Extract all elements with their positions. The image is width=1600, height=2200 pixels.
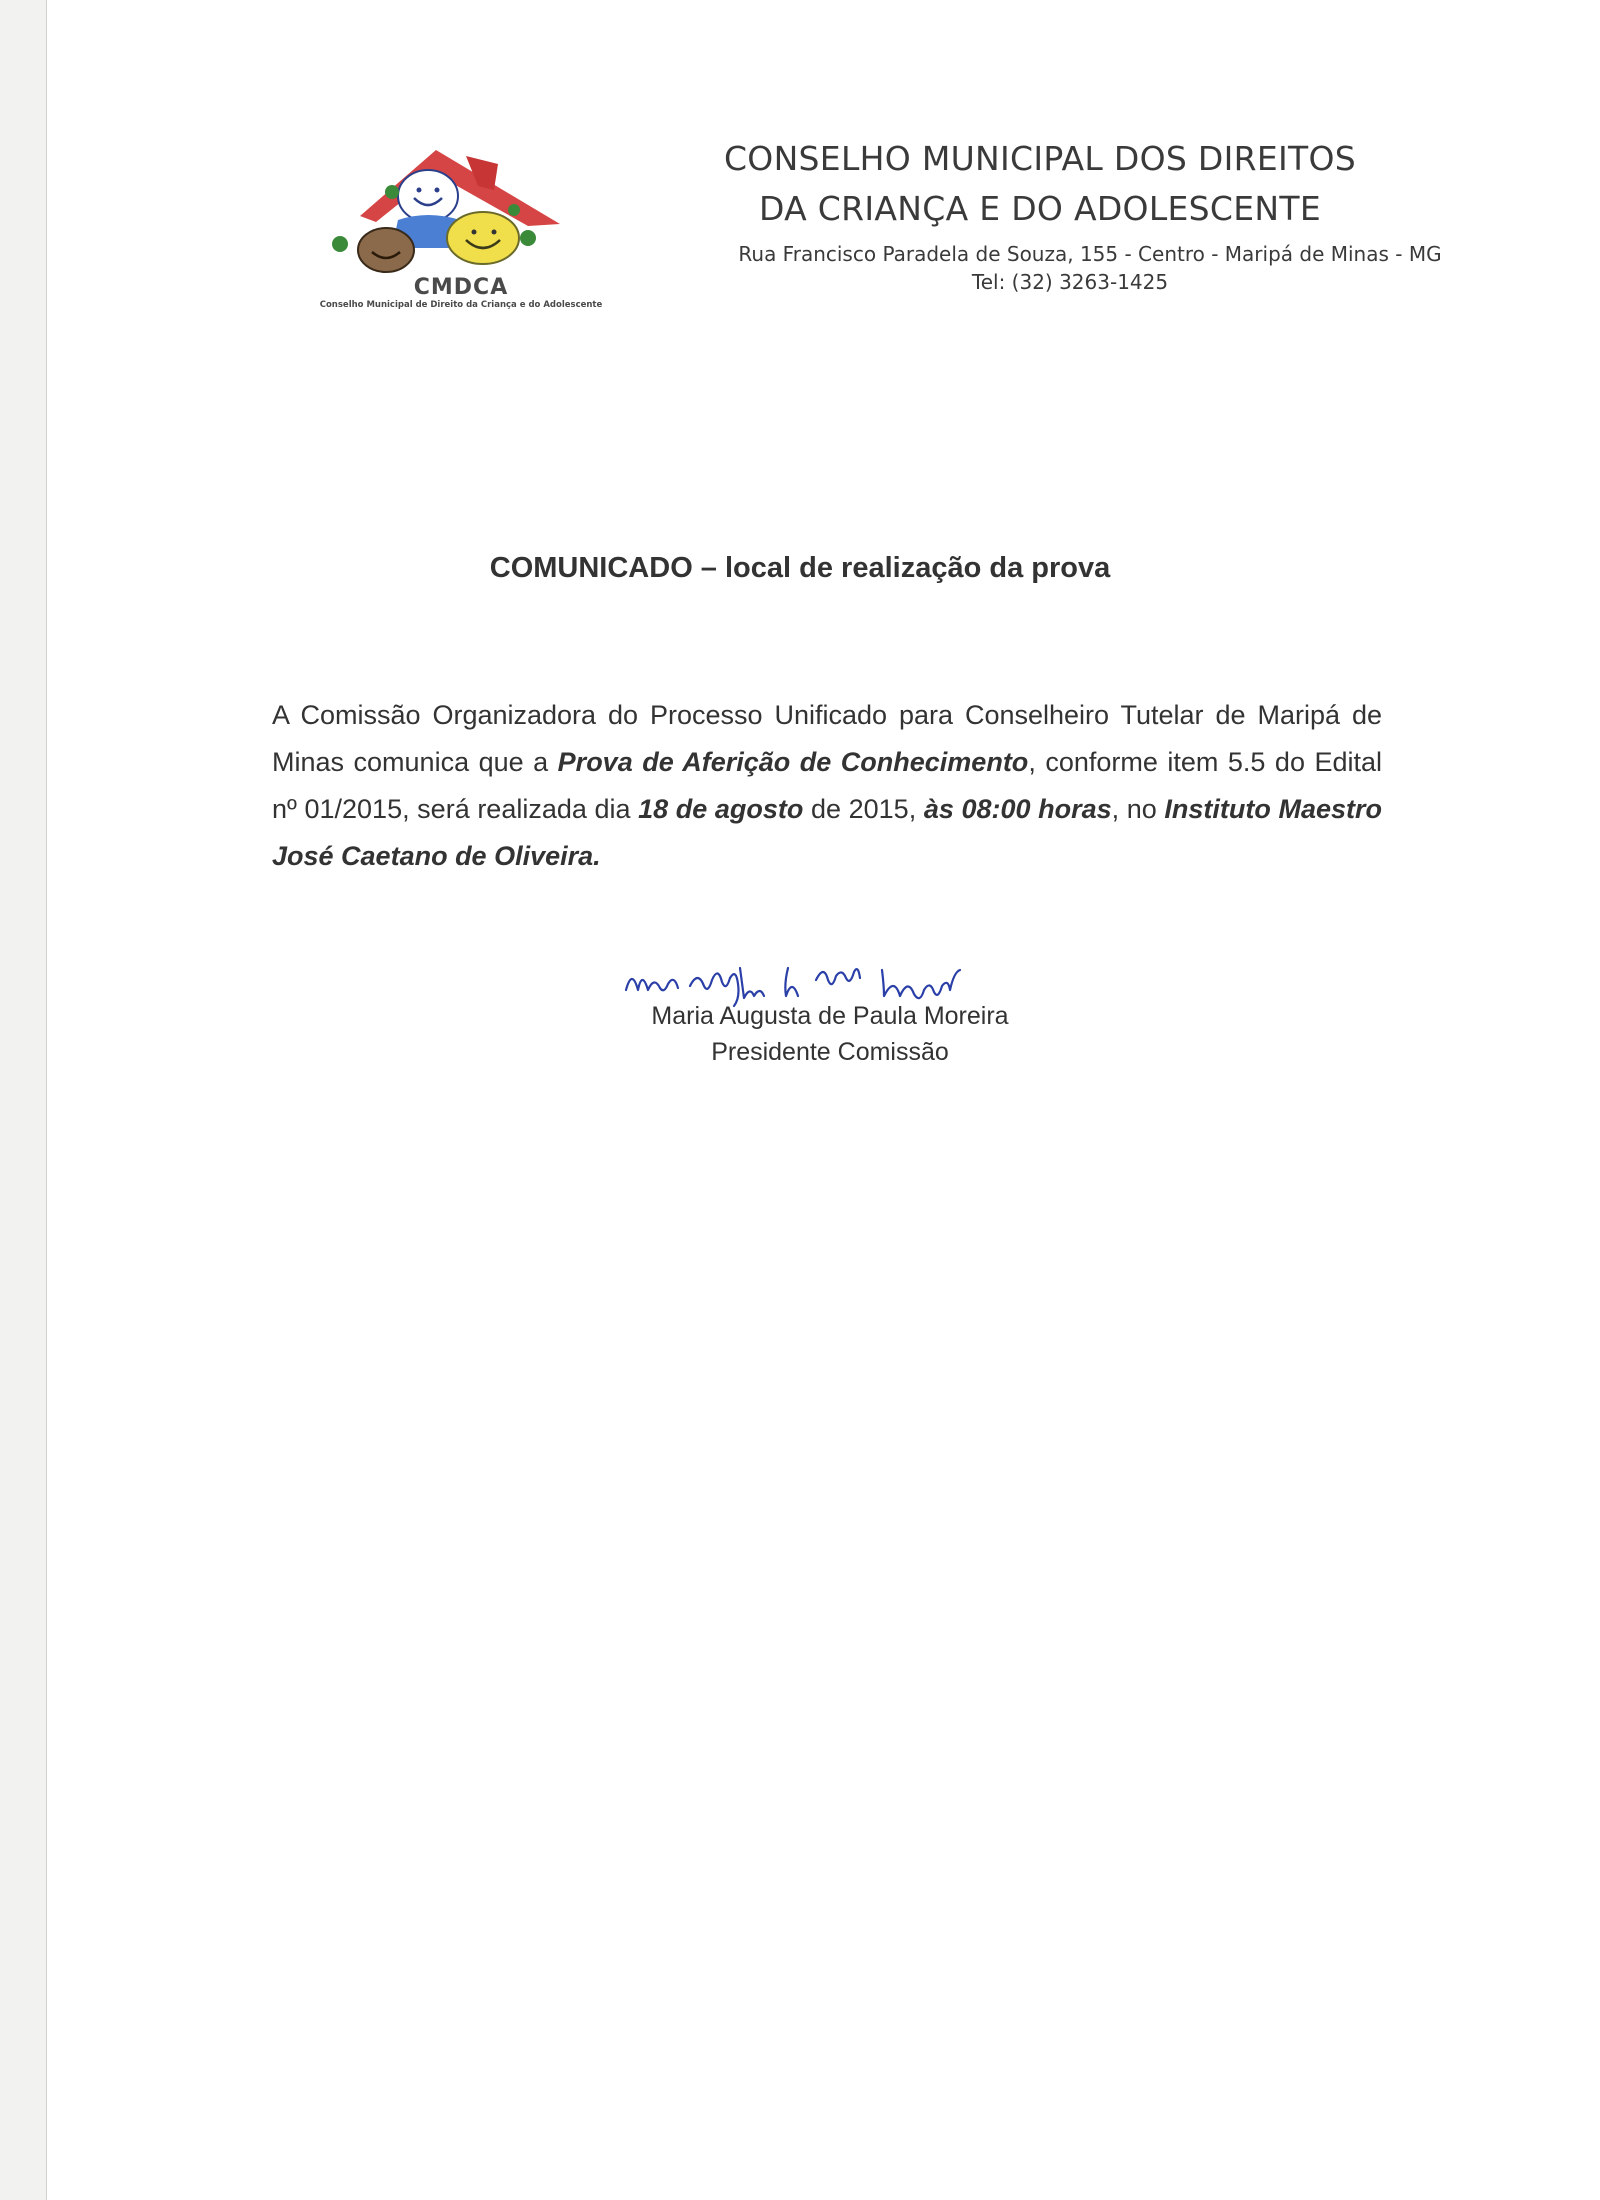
logo-yellow-child-face bbox=[447, 212, 519, 264]
signer-role: Presidente Comissão bbox=[711, 1038, 949, 1066]
scan-edge bbox=[0, 0, 46, 2200]
letterhead bbox=[600, 134, 1480, 296]
letterhead-title-line1: CONSELHO MUNICIPAL DOS DIREITOS bbox=[723, 139, 1357, 178]
logo-green-hand bbox=[520, 230, 536, 246]
logo-green-hand bbox=[385, 185, 399, 199]
letterhead-title-line2: DA CRIANÇA E DO ADOLESCENTE bbox=[758, 189, 1321, 228]
logo-blue-child-eye bbox=[417, 188, 422, 193]
body-emphasis-exam: Prova de Aferição de Conhecimento bbox=[557, 747, 1029, 777]
logo-green-hand bbox=[332, 236, 348, 252]
body-text-part: de 2015, bbox=[803, 794, 924, 824]
body-emphasis-venue: Instituto Maestro José Caetano de Oliveira. bbox=[272, 794, 1382, 871]
logo-green-hand bbox=[508, 204, 520, 216]
logo-dark-child-face bbox=[358, 228, 414, 272]
document-title: COMUNICADO – local de realização da prova bbox=[489, 552, 1111, 584]
body-text-part: A Comissão Organizadora do Processo Unificado para Conselheiro Tutelar de Maripá de Minas comunica que a bbox=[272, 700, 1382, 777]
cmdca-logo-image bbox=[318, 136, 604, 276]
letterhead-tel: Tel: (32) 3263-1425 bbox=[971, 270, 1169, 294]
logo-yellow-child-eye bbox=[472, 230, 477, 235]
body-emphasis-time: às 08:00 horas bbox=[923, 794, 1112, 824]
body-paragraph bbox=[272, 692, 1382, 880]
body-text-part: , conforme item 5.5 do Edital nº 01/2015, será realizada dia bbox=[272, 747, 1383, 824]
letterhead-address: Rua Francisco Paradela de Souza, 155 - Centro - Maripá de Minas - MG bbox=[738, 242, 1442, 266]
body-text-part: , no bbox=[1111, 794, 1165, 824]
logo-yellow-child-eye bbox=[492, 230, 497, 235]
document-page bbox=[46, 0, 1600, 2200]
logo-acronym: CMDCA bbox=[413, 275, 509, 300]
body-emphasis-date: 18 de agosto bbox=[638, 794, 804, 824]
logo-subtitle: Conselho Municipal de Direito da Criança e do Adolescente bbox=[319, 300, 603, 310]
logo-blue-child-eye bbox=[435, 188, 440, 193]
logo-caption bbox=[318, 276, 604, 311]
signer-name: Maria Augusta de Paula Moreira bbox=[651, 1002, 1009, 1030]
signer-block bbox=[580, 998, 1080, 1070]
cmdca-logo bbox=[318, 136, 604, 332]
logo-blue-child-face bbox=[398, 170, 458, 222]
